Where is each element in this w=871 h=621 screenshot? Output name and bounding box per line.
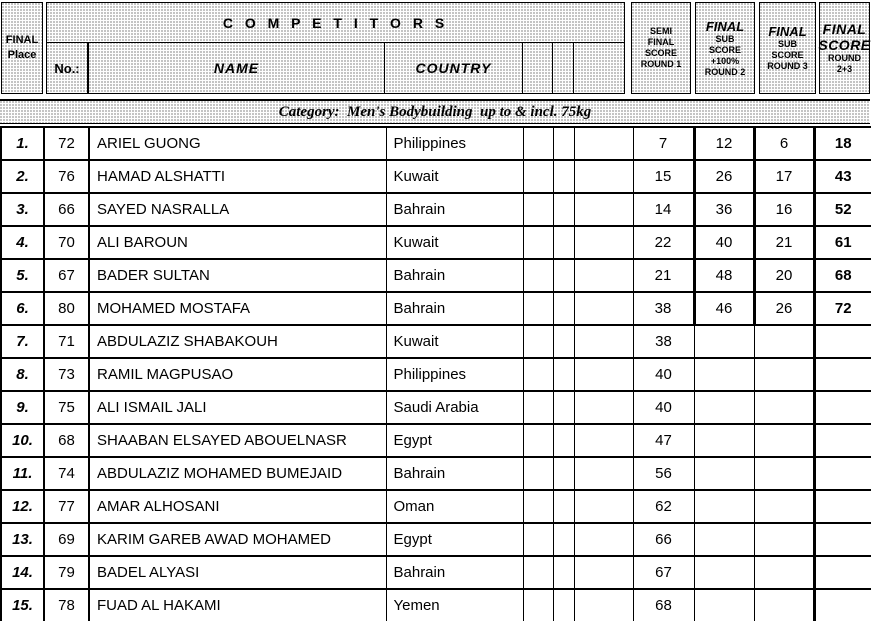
table-row bbox=[1, 523, 871, 556]
semifinal-score-cell: 67 bbox=[633, 556, 694, 589]
country-cell: Saudi Arabia bbox=[386, 391, 523, 424]
semifinal-score-cell: 40 bbox=[633, 391, 694, 424]
final-subscore-round2-header bbox=[695, 2, 755, 94]
country-cell: Egypt bbox=[386, 424, 523, 457]
round3-subscore-cell bbox=[754, 358, 814, 391]
spacer-cell bbox=[553, 292, 574, 325]
competitor-number-cell: 69 bbox=[44, 523, 89, 556]
country-cell: Kuwait bbox=[386, 226, 523, 259]
spacer-cell bbox=[523, 523, 553, 556]
country-cell: Bahrain bbox=[386, 193, 523, 226]
spacer-cell bbox=[523, 457, 553, 490]
final-score-cell bbox=[814, 358, 871, 391]
competitor-name-cell: ARIEL GUONG bbox=[89, 127, 386, 160]
competitor-number-cell: 80 bbox=[44, 292, 89, 325]
competitor-name-cell: MOHAMED MOSTAFA bbox=[89, 292, 386, 325]
r3-line3: ROUND 3 bbox=[767, 61, 808, 71]
semifinal-score-cell: 7 bbox=[633, 127, 694, 160]
final-score-cell bbox=[814, 391, 871, 424]
competitor-number-cell: 75 bbox=[44, 391, 89, 424]
spacer-cell bbox=[574, 391, 633, 424]
round2-subscore-cell bbox=[694, 457, 754, 490]
round2-subscore-cell: 48 bbox=[694, 259, 754, 292]
country-cell: Kuwait bbox=[386, 325, 523, 358]
spacer-column-3 bbox=[574, 43, 624, 93]
round2-subscore-cell bbox=[694, 424, 754, 457]
round3-subscore-cell: 6 bbox=[754, 127, 814, 160]
spacer-cell bbox=[553, 127, 574, 160]
final-place-line2: Place bbox=[7, 49, 37, 61]
competitor-number-cell: 77 bbox=[44, 490, 89, 523]
competitor-name-cell: BADER SULTAN bbox=[89, 259, 386, 292]
competitor-number-cell: 70 bbox=[44, 226, 89, 259]
country-cell: Oman bbox=[386, 490, 523, 523]
round2-subscore-cell: 26 bbox=[694, 160, 754, 193]
final-place-header bbox=[1, 2, 43, 94]
spacer-cell bbox=[574, 523, 633, 556]
table-row bbox=[1, 589, 871, 621]
competitor-name-cell: RAMIL MAGPUSAO bbox=[89, 358, 386, 391]
round2-subscore-cell bbox=[694, 589, 754, 621]
spacer-cell bbox=[574, 424, 633, 457]
semifinal-score-cell: 22 bbox=[633, 226, 694, 259]
round3-subscore-cell bbox=[754, 325, 814, 358]
competitor-name-cell: ABDULAZIZ SHABAKOUH bbox=[89, 325, 386, 358]
round2-subscore-cell bbox=[694, 523, 754, 556]
round3-subscore-cell bbox=[754, 391, 814, 424]
round3-subscore-cell bbox=[754, 457, 814, 490]
round2-subscore-cell bbox=[694, 325, 754, 358]
table-row bbox=[1, 193, 871, 226]
final-title1: FINAL bbox=[822, 21, 867, 37]
r3-line2: SCORE bbox=[771, 50, 804, 60]
country-cell: Kuwait bbox=[386, 160, 523, 193]
final-score-cell bbox=[814, 556, 871, 589]
table-row bbox=[1, 325, 871, 358]
final-score-cell bbox=[814, 523, 871, 556]
round2-subscore-cell bbox=[694, 358, 754, 391]
spacer-cell bbox=[523, 226, 553, 259]
place-cell: 10. bbox=[1, 424, 44, 457]
final-score-cell bbox=[814, 589, 871, 621]
spacer-cell bbox=[574, 127, 633, 160]
competitor-name-cell: SAYED NASRALLA bbox=[89, 193, 386, 226]
semifinal-score-cell: 21 bbox=[633, 259, 694, 292]
final-score-cell: 72 bbox=[814, 292, 871, 325]
table-row bbox=[1, 556, 871, 589]
spacer-cell bbox=[574, 358, 633, 391]
competitor-number-cell: 73 bbox=[44, 358, 89, 391]
country-column-header: COUNTRY bbox=[385, 43, 523, 93]
competitor-name-cell: KARIM GAREB AWAD MOHAMED bbox=[89, 523, 386, 556]
table-row bbox=[1, 358, 871, 391]
spacer-cell bbox=[523, 556, 553, 589]
competitor-number-cell: 71 bbox=[44, 325, 89, 358]
table-row bbox=[1, 424, 871, 457]
competitors-header-block bbox=[46, 2, 625, 94]
place-cell: 4. bbox=[1, 226, 44, 259]
round2-subscore-cell bbox=[694, 556, 754, 589]
spacer-cell bbox=[523, 127, 553, 160]
place-cell: 13. bbox=[1, 523, 44, 556]
spacer-cell bbox=[523, 358, 553, 391]
spacer-cell bbox=[574, 589, 633, 621]
competitor-name-cell: BADEL ALYASI bbox=[89, 556, 386, 589]
competitor-number-cell: 72 bbox=[44, 127, 89, 160]
final-score-cell: 18 bbox=[814, 127, 871, 160]
results-table bbox=[0, 126, 871, 621]
competitor-name-cell: ALI BAROUN bbox=[89, 226, 386, 259]
competitor-number-cell: 66 bbox=[44, 193, 89, 226]
competitor-name-cell: ALI ISMAIL JALI bbox=[89, 391, 386, 424]
spacer-cell bbox=[553, 226, 574, 259]
spacer-cell bbox=[523, 589, 553, 621]
table-row bbox=[1, 226, 871, 259]
final-subscore-round3-header bbox=[759, 2, 816, 94]
semifinal-score-cell: 14 bbox=[633, 193, 694, 226]
competitor-name-cell: FUAD AL HAKAMI bbox=[89, 589, 386, 621]
competitor-name-cell: AMAR ALHOSANI bbox=[89, 490, 386, 523]
round3-subscore-cell: 17 bbox=[754, 160, 814, 193]
final-score-cell bbox=[814, 424, 871, 457]
semifinal-score-header bbox=[631, 2, 691, 94]
semi-line2: FINAL bbox=[647, 37, 675, 47]
spacer-cell bbox=[553, 358, 574, 391]
spacer-cell bbox=[574, 490, 633, 523]
round3-subscore-cell bbox=[754, 490, 814, 523]
table-row bbox=[1, 259, 871, 292]
semifinal-score-cell: 38 bbox=[633, 292, 694, 325]
semifinal-score-cell: 40 bbox=[633, 358, 694, 391]
spacer-cell bbox=[523, 193, 553, 226]
spacer-cell bbox=[574, 457, 633, 490]
competitor-name-cell: ABDULAZIZ MOHAMED BUMEJAID bbox=[89, 457, 386, 490]
semi-line3: SCORE bbox=[644, 48, 677, 58]
competitor-name-cell: SHAABAN ELSAYED ABOUELNASR bbox=[89, 424, 386, 457]
round3-subscore-cell bbox=[754, 556, 814, 589]
spacer-cell bbox=[523, 292, 553, 325]
spacer-cell bbox=[574, 226, 633, 259]
place-cell: 12. bbox=[1, 490, 44, 523]
final-score-cell: 52 bbox=[814, 193, 871, 226]
round3-subscore-cell: 16 bbox=[754, 193, 814, 226]
semifinal-score-cell: 47 bbox=[633, 424, 694, 457]
place-cell: 5. bbox=[1, 259, 44, 292]
country-cell: Yemen bbox=[386, 589, 523, 621]
r2-line2: SCORE bbox=[708, 44, 741, 55]
spacer-cell bbox=[523, 259, 553, 292]
spacer-cell bbox=[553, 589, 574, 621]
final-score-cell: 68 bbox=[814, 259, 871, 292]
place-cell: 11. bbox=[1, 457, 44, 490]
spacer-cell bbox=[553, 160, 574, 193]
spacer-cell bbox=[574, 193, 633, 226]
spacer-cell bbox=[553, 325, 574, 358]
spacer-cell bbox=[553, 391, 574, 424]
spacer-cell bbox=[574, 259, 633, 292]
round3-subscore-cell bbox=[754, 424, 814, 457]
table-row bbox=[1, 391, 871, 424]
table-row bbox=[1, 160, 871, 193]
country-cell: Bahrain bbox=[386, 457, 523, 490]
final-score-cell: 61 bbox=[814, 226, 871, 259]
competitor-number-cell: 68 bbox=[44, 424, 89, 457]
spacer-cell bbox=[553, 193, 574, 226]
place-cell: 9. bbox=[1, 391, 44, 424]
round2-subscore-cell: 46 bbox=[694, 292, 754, 325]
r2-line4: ROUND 2 bbox=[704, 66, 746, 77]
r3-line1: SUB bbox=[777, 39, 797, 49]
spacer-cell bbox=[574, 556, 633, 589]
table-row bbox=[1, 490, 871, 523]
round2-subscore-cell bbox=[694, 490, 754, 523]
round3-subscore-cell: 26 bbox=[754, 292, 814, 325]
final-title2: SCORE bbox=[818, 37, 871, 53]
country-cell: Philippines bbox=[386, 358, 523, 391]
final-score-cell bbox=[814, 490, 871, 523]
competitor-number-cell: 67 bbox=[44, 259, 89, 292]
semi-line4: ROUND 1 bbox=[640, 59, 682, 69]
spacer-cell bbox=[553, 424, 574, 457]
round3-subscore-cell: 20 bbox=[754, 259, 814, 292]
round3-subscore-cell: 21 bbox=[754, 226, 814, 259]
place-cell: 6. bbox=[1, 292, 44, 325]
place-cell: 1. bbox=[1, 127, 44, 160]
spacer-cell bbox=[553, 556, 574, 589]
r2-line1: SUB bbox=[715, 33, 735, 44]
semi-line1: SEMI bbox=[649, 26, 672, 36]
table-row bbox=[1, 127, 871, 160]
spacer-cell bbox=[553, 259, 574, 292]
spacer-cell bbox=[574, 160, 633, 193]
semifinal-score-cell: 56 bbox=[633, 457, 694, 490]
competitor-name-cell: HAMAD ALSHATTI bbox=[89, 160, 386, 193]
round2-subscore-cell: 40 bbox=[694, 226, 754, 259]
country-cell: Egypt bbox=[386, 523, 523, 556]
country-cell: Bahrain bbox=[386, 556, 523, 589]
final-line2: 2+3 bbox=[836, 64, 853, 74]
place-cell: 15. bbox=[1, 589, 44, 621]
spacer-cell bbox=[523, 160, 553, 193]
name-column-header: NAME bbox=[89, 43, 385, 93]
place-cell: 3. bbox=[1, 193, 44, 226]
competitors-title: C O M P E T I T O R S bbox=[47, 3, 624, 43]
spacer-column-2 bbox=[553, 43, 574, 93]
round2-subscore-cell bbox=[694, 391, 754, 424]
spacer-column-1 bbox=[523, 43, 553, 93]
country-cell: Bahrain bbox=[386, 292, 523, 325]
no-column-header: No.: bbox=[47, 43, 89, 93]
spacer-cell bbox=[574, 325, 633, 358]
final-score-cell bbox=[814, 325, 871, 358]
place-cell: 7. bbox=[1, 325, 44, 358]
round2-subscore-cell: 36 bbox=[694, 193, 754, 226]
round2-subscore-cell: 12 bbox=[694, 127, 754, 160]
place-cell: 8. bbox=[1, 358, 44, 391]
r3-title: FINAL bbox=[768, 24, 807, 39]
semifinal-score-cell: 62 bbox=[633, 490, 694, 523]
spacer-cell bbox=[553, 457, 574, 490]
final-score-cell bbox=[814, 457, 871, 490]
country-cell: Philippines bbox=[386, 127, 523, 160]
competitor-number-cell: 79 bbox=[44, 556, 89, 589]
final-line1: ROUND bbox=[828, 53, 861, 63]
spacer-cell bbox=[523, 490, 553, 523]
spacer-cell bbox=[553, 490, 574, 523]
table-row bbox=[1, 457, 871, 490]
spacer-cell bbox=[574, 292, 633, 325]
semifinal-score-cell: 15 bbox=[633, 160, 694, 193]
r2-line3: +100% bbox=[710, 55, 740, 66]
table-row bbox=[1, 292, 871, 325]
semifinal-score-cell: 68 bbox=[633, 589, 694, 621]
place-cell: 2. bbox=[1, 160, 44, 193]
final-score-cell: 43 bbox=[814, 160, 871, 193]
competitor-number-cell: 76 bbox=[44, 160, 89, 193]
final-place-line1: FINAL bbox=[5, 34, 39, 46]
category-banner: Category: Men's Bodybuilding up to & incl. 75kg bbox=[0, 99, 870, 124]
spacer-cell bbox=[523, 391, 553, 424]
competitor-number-cell: 78 bbox=[44, 589, 89, 621]
spacer-cell bbox=[523, 424, 553, 457]
semifinal-score-cell: 38 bbox=[633, 325, 694, 358]
round3-subscore-cell bbox=[754, 523, 814, 556]
country-cell: Bahrain bbox=[386, 259, 523, 292]
spacer-cell bbox=[523, 325, 553, 358]
semifinal-score-cell: 66 bbox=[633, 523, 694, 556]
spacer-cell bbox=[553, 523, 574, 556]
competitor-number-cell: 74 bbox=[44, 457, 89, 490]
r2-title: FINAL bbox=[705, 18, 745, 34]
final-score-header bbox=[819, 2, 870, 94]
place-cell: 14. bbox=[1, 556, 44, 589]
round3-subscore-cell bbox=[754, 589, 814, 621]
